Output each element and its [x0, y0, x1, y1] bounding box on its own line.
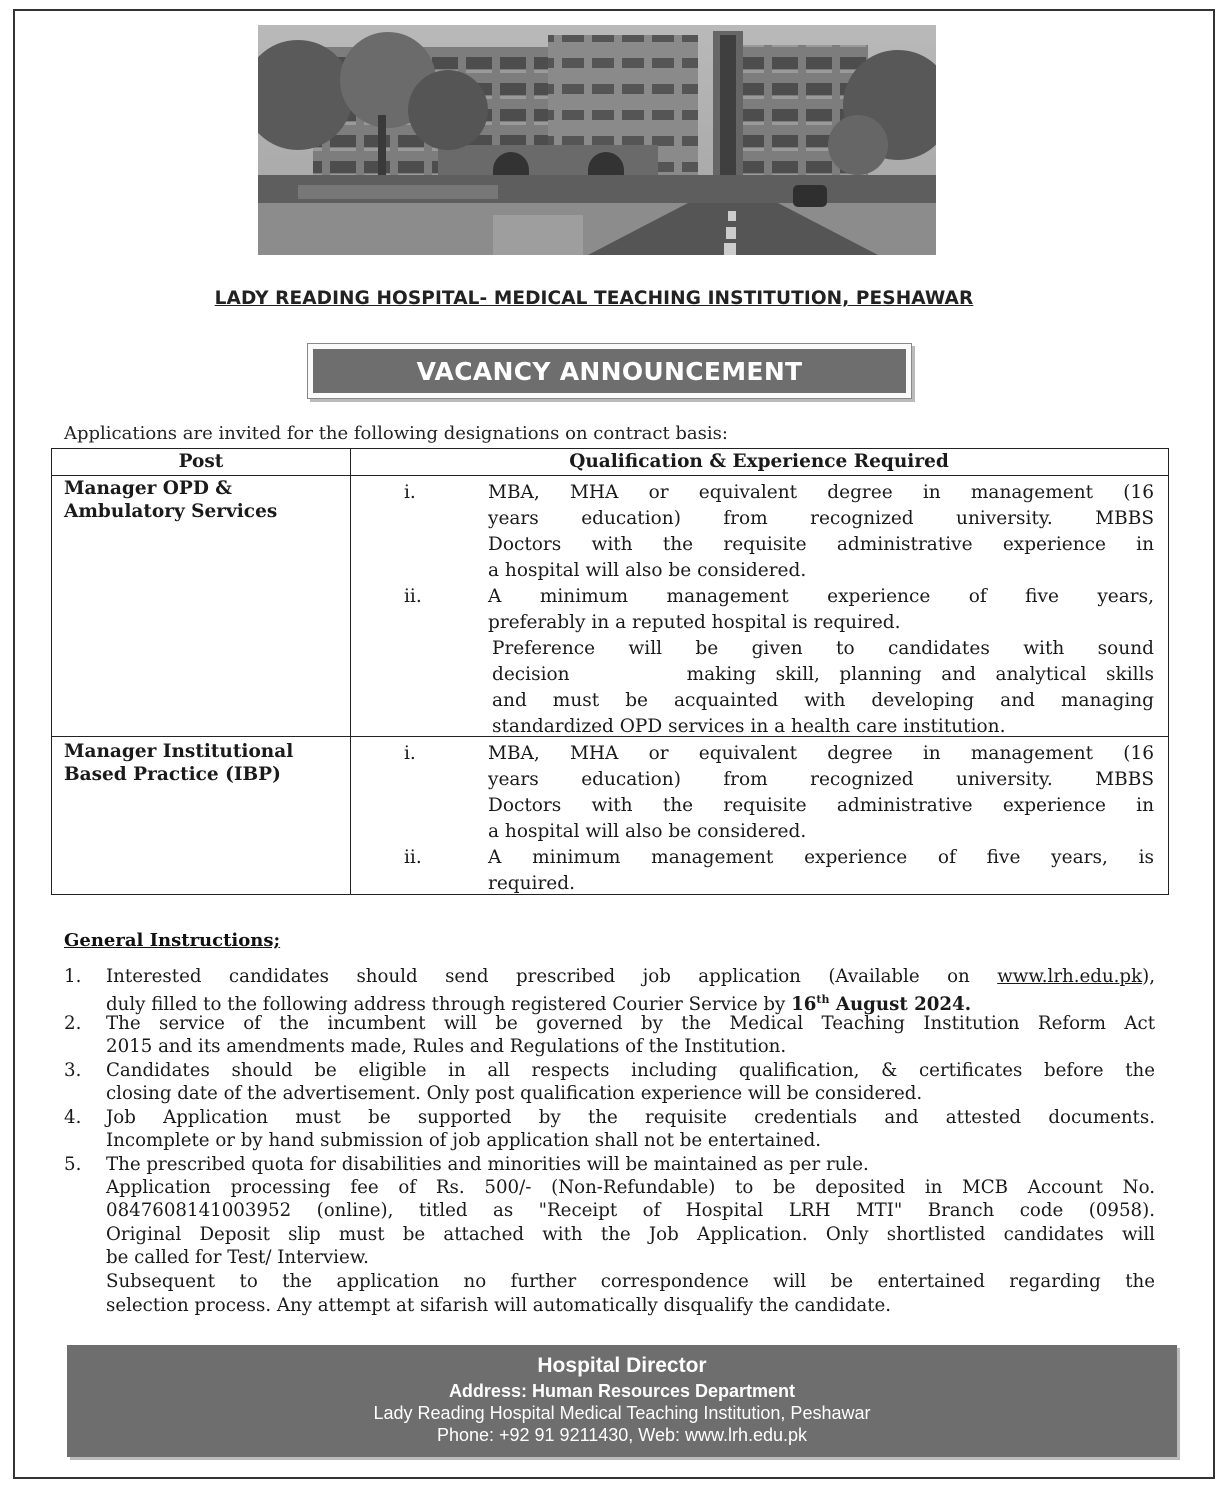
- institution-title: LADY READING HOSPITAL- MEDICAL TEACHING INSTITUTION, PESHAWAR: [214, 288, 974, 309]
- instruction-line: The service of the incumbent will be governed by the Medical Teaching Institution Reform Act: [106, 1013, 1155, 1034]
- qualification-line: decision making skill, planning and analytical skills: [492, 664, 1154, 685]
- general-instructions-heading: General Instructions;: [64, 930, 281, 951]
- qualification-line: years education) from recognized university. MBBS: [488, 769, 1154, 790]
- footer-institution: Lady Reading Hospital Medical Teaching Institution, Peshawar: [373, 1403, 871, 1423]
- announcement-title: VACANCY ANNOUNCEMENT: [313, 349, 906, 393]
- instruction-number: 3.: [64, 1060, 82, 1081]
- vacancy-table: [51, 448, 1169, 895]
- post-name: Manager Institutional Based Practice (IBP): [64, 741, 294, 785]
- instruction-line: Candidates should be eligible in all respects including qualification, & certificates before the: [106, 1060, 1155, 1081]
- header-post: Post: [178, 451, 224, 472]
- footer-address: Address: Human Resources Department: [448, 1381, 796, 1401]
- instruction-line: 2015 and its amendments made, Rules and Regulations of the Institution.: [106, 1036, 787, 1057]
- item-number: ii.: [404, 586, 422, 607]
- instruction-line: closing date of the advertisement. Only post qualification experience will be considered.: [106, 1083, 923, 1104]
- website-link[interactable]: www.lrh.edu.pk: [997, 966, 1143, 987]
- qualification-line: standardized OPD services in a health care institution.: [492, 716, 1006, 737]
- post-name: Manager OPD & Ambulatory Services: [64, 478, 278, 522]
- instruction-line: Subsequent to the application no further correspondence will be entertained regarding the: [106, 1271, 1155, 1292]
- instruction-number: 1.: [64, 966, 82, 987]
- qualification-line: and must be acquainted with developing and managing: [492, 690, 1154, 711]
- qualification-line: Preference will be given to candidates with sound: [492, 638, 1154, 659]
- deadline-date: 16th August 2024.: [791, 993, 972, 1016]
- instruction-number: 5.: [64, 1154, 82, 1175]
- instruction-line: duly filled to the following address through registered Courier Service by 16th August 2024.: [106, 993, 972, 1016]
- qualification-line: Doctors with the requisite administrative experience in: [488, 534, 1154, 555]
- instruction-number: 2.: [64, 1013, 82, 1034]
- contact-footer: [67, 1345, 1177, 1457]
- instruction-line: 0847608141003952 (online), titled as "Receipt of Hospital LRH MTI" Branch code (0958).: [106, 1200, 1155, 1221]
- instruction-line: selection process. Any attempt at sifarish will automatically disqualify the candidate.: [106, 1295, 892, 1316]
- qualification-line: MBA, MHA or equivalent degree in management (16: [488, 743, 1154, 764]
- item-number: ii.: [404, 847, 422, 868]
- qualification-line: Doctors with the requisite administrative experience in: [488, 795, 1154, 816]
- instruction-line: Original Deposit slip must be attached with the Job Application. Only shortlisted candidates will: [106, 1224, 1155, 1245]
- column-divider: [350, 449, 351, 894]
- instruction-line: Application processing fee of Rs. 500/- (Non-Refundable) to be deposited in MCB Account No.: [106, 1177, 1155, 1198]
- qualification-line: A minimum management experience of five years,: [488, 586, 1154, 607]
- qualification-line: a hospital will also be considered.: [488, 821, 807, 842]
- hospital-building-photo: [258, 25, 936, 255]
- qualification-line: A minimum management experience of five years, is: [488, 847, 1154, 868]
- announcement-banner: [307, 343, 912, 399]
- instruction-line: Job Application must be supported by the requisite credentials and attested documents.: [106, 1107, 1155, 1128]
- instruction-line: Interested candidates should send prescribed job application (Available on www.lrh.edu.pk),: [106, 966, 1155, 987]
- item-number: i.: [404, 743, 416, 764]
- qualification-line: required.: [488, 873, 575, 894]
- footer-title: Hospital Director: [537, 1354, 707, 1377]
- instruction-line: be called for Test/ Interview.: [106, 1247, 369, 1268]
- item-number: i.: [404, 482, 416, 503]
- qualification-line: MBA, MHA or equivalent degree in management (16: [488, 482, 1154, 503]
- header-divider: [52, 475, 1168, 476]
- qualification-line: years education) from recognized university. MBBS: [488, 508, 1154, 529]
- instruction-number: 4.: [64, 1107, 82, 1128]
- qualification-line: a hospital will also be considered.: [488, 560, 807, 581]
- intro-text: Applications are invited for the following designations on contract basis:: [64, 423, 728, 444]
- qualification-line: preferably in a reputed hospital is required.: [488, 612, 901, 633]
- header-qualification: Qualification & Experience Required: [569, 451, 949, 472]
- instruction-line: The prescribed quota for disabilities and minorities will be maintained as per rule.: [106, 1154, 869, 1175]
- hospital-building-illustration: [258, 25, 936, 255]
- footer-contact: Phone: +92 91 9211430, Web: www.lrh.edu.pk: [436, 1425, 808, 1445]
- instruction-line: Incomplete or by hand submission of job application shall not be entertained.: [106, 1130, 822, 1151]
